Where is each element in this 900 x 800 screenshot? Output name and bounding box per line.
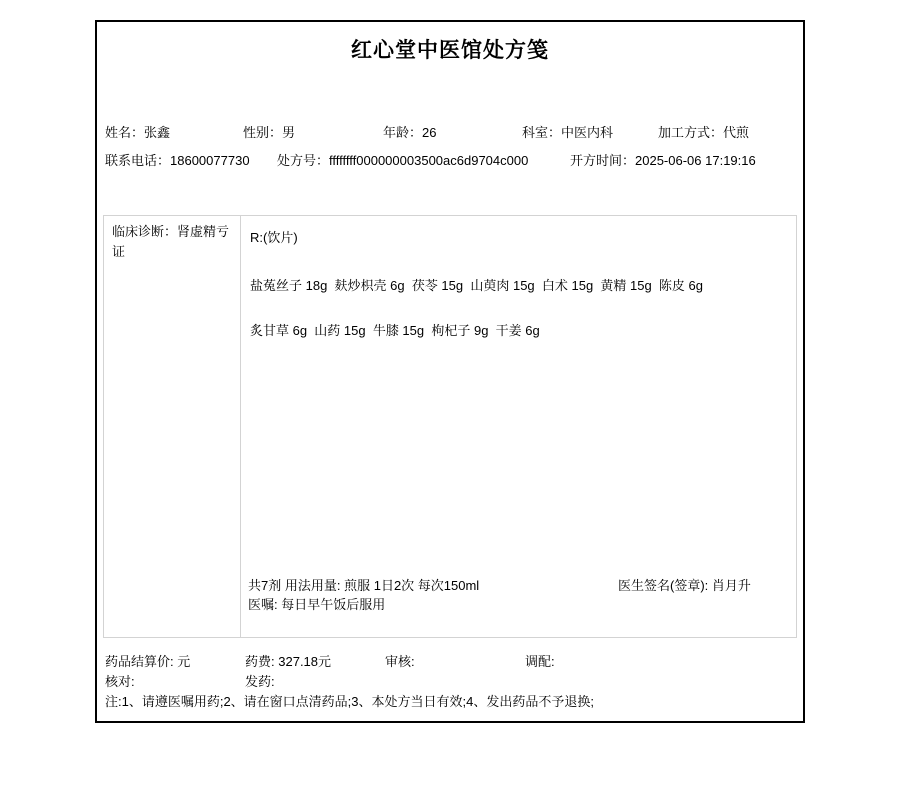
patient-name: [105, 122, 170, 141]
issue-field: [245, 671, 275, 690]
medical-advice-line: [248, 594, 385, 613]
medicine-line: 炙甘草 6g 山药 15g 牛膝 15g 枸杞子 9g 干姜 6g: [250, 323, 540, 338]
medical-advice-value: 每日早午饭后服用: [281, 597, 386, 612]
prescription-table: [103, 215, 797, 638]
patient-phone: [105, 150, 250, 169]
prescription-number: [277, 150, 528, 169]
check-field: [105, 671, 135, 690]
issue-label: 发药:: [245, 674, 275, 689]
patient-age-label: 年龄：: [383, 125, 423, 140]
patient-gender-label: 性别：: [243, 125, 283, 140]
review-field: [385, 651, 415, 670]
dispense-label: 调配:: [525, 654, 555, 669]
patient-department: [522, 122, 613, 141]
usage-value: 煎服 1日2次 每次150ml: [344, 578, 480, 593]
patient-gender: [243, 122, 295, 141]
usage-line: [248, 575, 479, 594]
patient-gender-value: 男: [282, 125, 296, 140]
doctor-signature: [618, 575, 751, 594]
fee-value: 327.18元: [278, 654, 332, 669]
prescription-time-label: 开方时间：: [570, 153, 636, 168]
settle-price-label: 药品结算价:: [105, 654, 174, 669]
doctor-signature-name: 肖月升: [711, 578, 751, 593]
total-doses: 共7剂: [248, 578, 282, 593]
patient-age: [383, 122, 436, 141]
processing-method-label: 加工方式：: [658, 125, 724, 140]
settle-price-value: 元: [177, 654, 191, 669]
patient-age-value: 26: [422, 125, 437, 140]
prescription-time-value: 2025-06-06 17:19:16: [635, 153, 756, 168]
check-label: 核对:: [105, 674, 135, 689]
settle-price-field: [105, 651, 190, 670]
prescription-number-label: 处方号：: [277, 153, 330, 168]
page-title: 红心堂中医馆处方笺: [351, 39, 549, 62]
patient-department-value: 中医内科: [561, 125, 614, 140]
medicine-line: 盐菟丝子 18g 麸炒枳壳 6g 茯苓 15g 山萸肉 15g 白术 15g 黄精 15g 陈皮 6g: [250, 278, 703, 293]
processing-method-value: 代煎: [723, 125, 750, 140]
patient-phone-value: 18600077730: [170, 153, 250, 168]
diagnosis-value: 肾虚精亏证: [112, 224, 230, 259]
fee-label: 药费:: [245, 654, 275, 669]
patient-phone-label: 联系电话：: [105, 153, 171, 168]
rx-header: R:(饮片): [250, 230, 298, 245]
medical-advice-label: 医嘱:: [248, 597, 278, 612]
patient-department-label: 科室：: [522, 125, 562, 140]
diagnosis-label: 临床诊断：: [112, 224, 178, 239]
patient-name-value: 张鑫: [144, 125, 171, 140]
patient-name-label: 姓名：: [105, 125, 145, 140]
prescription-time: [570, 150, 756, 169]
usage-label: 用法用量:: [284, 578, 341, 593]
dispense-field: [525, 651, 555, 670]
processing-method: [658, 122, 749, 141]
footer-note: 注:1、请遵医嘱用药;2、请在窗口点清药品;3、本处方当日有效;4、发出药品不予退换;: [105, 694, 594, 709]
doctor-signature-label: 医生签名(签章):: [618, 578, 709, 593]
diagnosis-cell: [104, 216, 241, 637]
fee-field: [245, 651, 331, 670]
review-label: 审核:: [385, 654, 415, 669]
prescription-number-value: ffffffff000000003500ac6d9704c000: [329, 153, 529, 168]
